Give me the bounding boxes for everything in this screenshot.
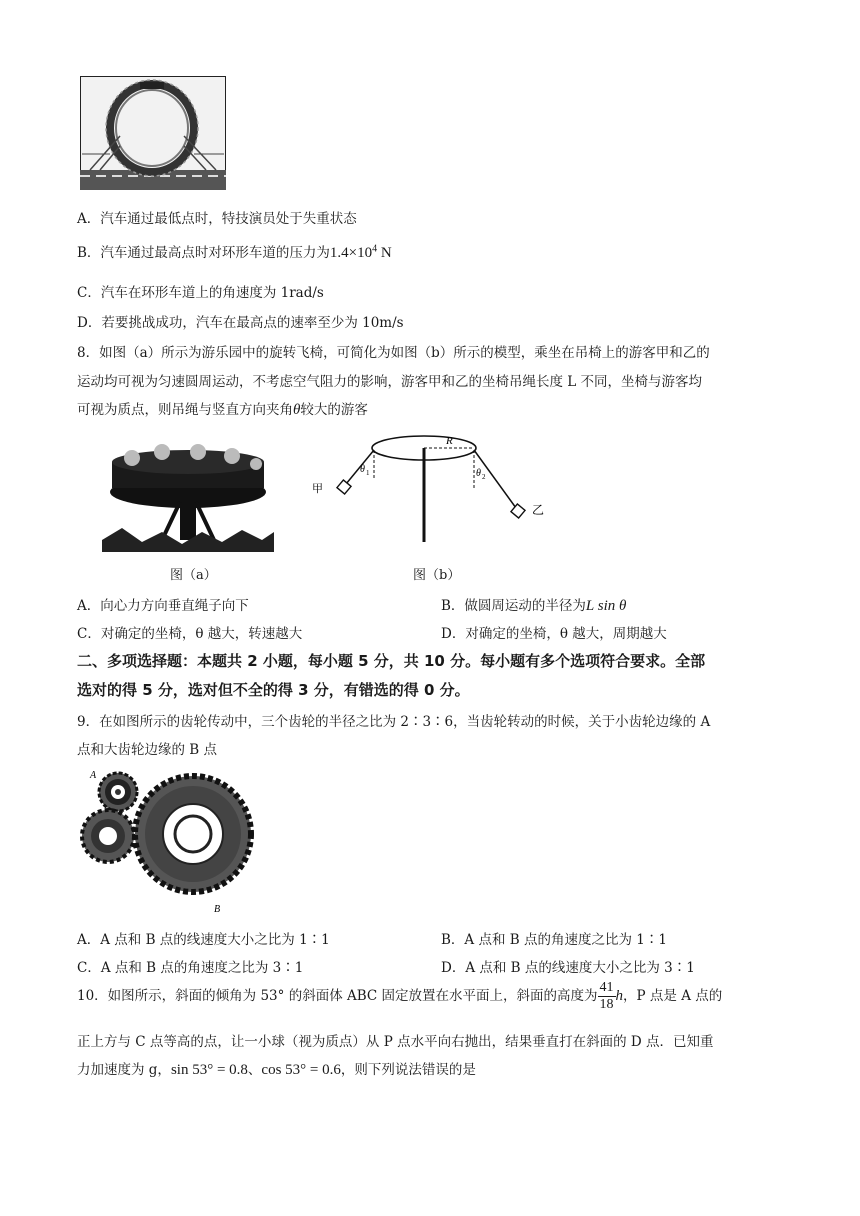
q7-option-b-text: B．汽车通过最高点时对环形车道的压力为 — [77, 245, 330, 261]
q10-height-var: h — [615, 988, 624, 1004]
fraction-denominator: 18 — [599, 997, 614, 1012]
gears-diagram — [80, 768, 280, 916]
loop-track-photo — [80, 76, 226, 190]
q10-sin-value: sin 53° = 0.8 — [170, 1062, 248, 1078]
q10-height-fraction — [598, 980, 616, 1013]
q7-option-d: D．若要挑战成功，汽车在最高点的速率至少为 10m/s — [77, 315, 404, 331]
q7-option-b-exponent: 4 — [372, 243, 378, 255]
q9-option-d: D．A 点和 B 点的线速度大小之比为 3∶1 — [441, 960, 695, 976]
q10-stem-line1 — [77, 980, 722, 1013]
label-theta2: θ — [476, 468, 481, 479]
q8-option-c: C．对确定的坐椅，θ 越大，转速越大 — [77, 626, 303, 642]
figure-a-caption: 图（a） — [170, 568, 217, 583]
q9-stem-line2: 点和大齿轮边缘的 B 点 — [77, 742, 218, 758]
q9-option-b: B．A 点和 B 点的角速度之比为 1∶1 — [441, 932, 667, 948]
label-yi: 乙 — [532, 503, 545, 517]
q10-stem-line3-end: ，则下列说法错误的是 — [340, 1062, 476, 1078]
section2-heading-line1: 二、多项选择题：本题共 2 小题，每小题 5 分，共 10 分。每小题有多个选项符合要求。全部 — [77, 652, 706, 670]
label-theta1-sub: 1 — [366, 469, 370, 477]
q8-option-d: D．对确定的坐椅，θ 越大，周期越大 — [441, 626, 667, 642]
q10-separator: 、 — [247, 1062, 262, 1078]
q10-stem-line3-text: 力加速度为 g， — [77, 1062, 171, 1078]
q8-option-a: A．向心力方向垂直绳子向下 — [77, 598, 249, 614]
gear-point-B: B — [214, 904, 221, 915]
q10-cos-value: cos 53° = 0.6 — [261, 1062, 341, 1078]
q7-option-a: A．汽车通过最低点时，特技演员处于失重状态 — [77, 211, 357, 227]
q7-option-b-value: 1.4×10 — [329, 245, 373, 261]
q8-option-b — [441, 594, 626, 615]
q8-stem-line1: 8．如图（a）所示为游乐园中的旋转飞椅，可简化为如图（b）所示的模型，乘坐在吊椅上的游客甲和乙的 — [77, 345, 710, 361]
q7-option-b — [77, 241, 392, 262]
q8-stem-line3-end: 较大的游客 — [300, 402, 368, 418]
q9-option-a: A．A 点和 B 点的线速度大小之比为 1∶1 — [77, 932, 330, 948]
q8-stem-theta: θ — [293, 402, 301, 418]
section2-heading-line2: 选对的得 5 分，选对但不全的得 3 分，有错选的得 0 分。 — [77, 681, 470, 699]
label-theta1: θ — [360, 464, 365, 475]
label-R: R — [446, 435, 453, 447]
q8-stem-line2: 运动均可视为匀速圆周运动，不考虑空气阻力的影响，游客甲和乙的坐椅吊绳长度 L 不同，坐椅与游客均 — [77, 374, 703, 390]
gear-point-A: A — [90, 770, 97, 781]
label-jia: 甲 — [312, 482, 323, 495]
swing-model-diagram — [306, 428, 556, 548]
q10-stem-line2: 正上方与 C 点等高的点，让一小球（视为质点）从 P 点水平向右抛出，结果垂直打在斜面的 D 点．已知重 — [77, 1034, 714, 1050]
swing-ride-photo — [102, 432, 274, 552]
q8-option-b-math: L sin θ — [585, 598, 627, 614]
q10-stem-line1-text: 10．如图所示，斜面的倾角为 53° 的斜面体 ABC 固定放置在水平面上，斜面的高度为 — [77, 988, 598, 1004]
q8-option-b-text: B．做圆周运动的半径为 — [441, 598, 586, 614]
figure-b-caption: 图（b） — [413, 568, 461, 583]
q9-option-c: C．A 点和 B 点的角速度之比为 3∶1 — [77, 960, 304, 976]
q8-stem-line3 — [77, 398, 368, 419]
q7-option-c: C．汽车在环形车道上的角速度为 1rad/s — [77, 285, 324, 301]
q10-stem-line3 — [77, 1058, 476, 1079]
fraction-numerator: 41 — [599, 980, 614, 995]
q7-option-b-unit: N — [377, 245, 392, 261]
q8-stem-line3-text: 可视为质点，则吊绳与竖直方向夹角 — [77, 402, 293, 418]
q9-stem-line1: 9．在如图所示的齿轮传动中，三个齿轮的半径之比为 2∶3∶6，当齿轮转动的时候，关于小齿轮边缘的 A — [77, 714, 711, 730]
q10-stem-line1-end: ，P 点是 A 点的 — [623, 988, 723, 1004]
label-theta2-sub: 2 — [482, 473, 486, 481]
